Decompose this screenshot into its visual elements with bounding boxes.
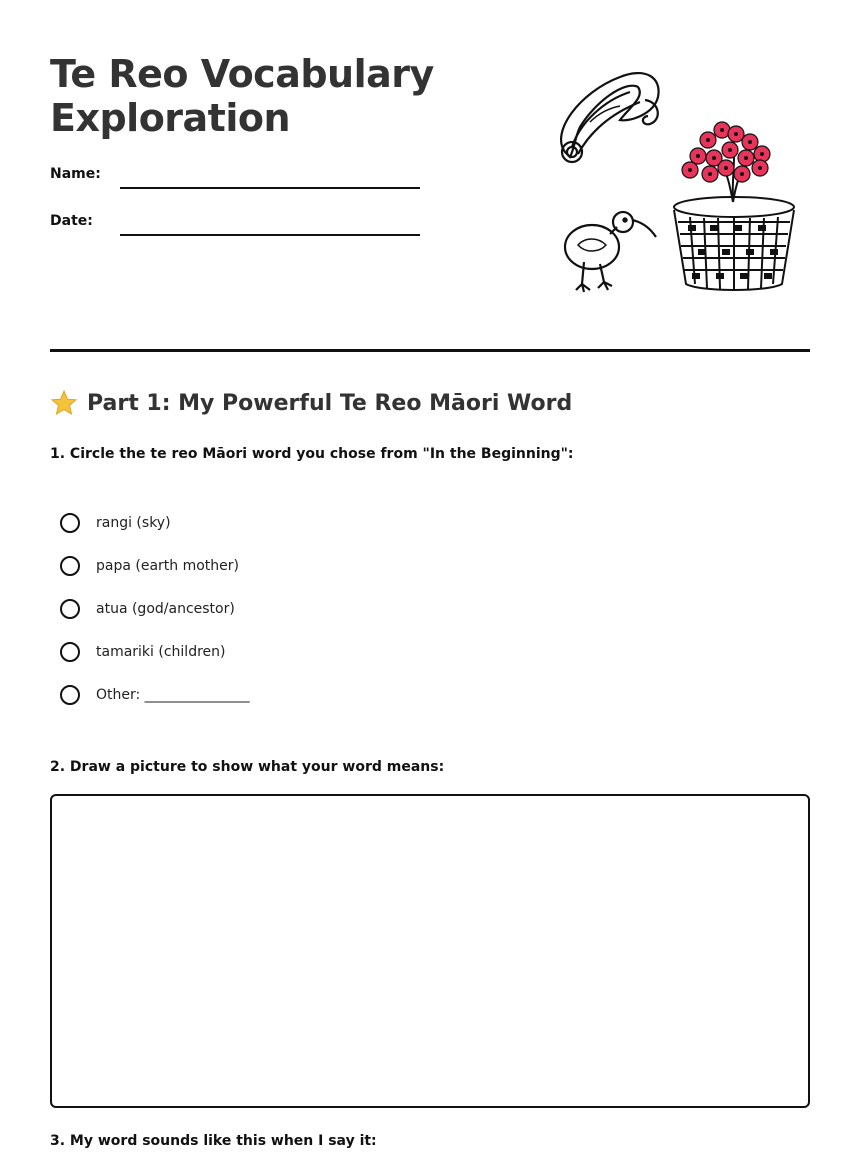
- name-label: Name:: [50, 166, 101, 182]
- option-papa[interactable]: [60, 553, 239, 579]
- option-rangi[interactable]: [60, 510, 171, 536]
- option-label: papa (earth mother): [96, 558, 240, 574]
- part1-heading: [50, 389, 572, 417]
- page-title: [50, 52, 490, 140]
- option-atua[interactable]: [60, 596, 235, 622]
- koru-carving-icon: [561, 73, 659, 162]
- kiwi-bird-icon: [565, 212, 656, 292]
- date-line[interactable]: [120, 234, 420, 236]
- star-icon: [50, 389, 78, 417]
- date-label: Date:: [50, 213, 93, 229]
- pohutukawa-basket-icon: [674, 122, 794, 290]
- question-3: 3. My word sounds like this when I say it:: [50, 1133, 377, 1149]
- name-line[interactable]: [120, 187, 420, 189]
- option-label: atua (god/ancestor): [96, 601, 235, 617]
- title-line-2: Exploration: [50, 96, 291, 140]
- title-line-1: Te Reo Vocabulary: [50, 52, 434, 96]
- radio-circle[interactable]: [60, 642, 80, 662]
- radio-circle[interactable]: [60, 599, 80, 619]
- radio-circle[interactable]: [60, 685, 80, 705]
- drawing-area[interactable]: [50, 794, 810, 1108]
- option-label: Other: _______________: [96, 687, 250, 703]
- option-label: rangi (sky): [96, 515, 171, 531]
- question-1: 1. Circle the te reo Māori word you chose from "In the Beginning":: [50, 446, 574, 462]
- option-tamariki[interactable]: [60, 639, 225, 665]
- radio-circle[interactable]: [60, 556, 80, 576]
- question-2: 2. Draw a picture to show what your word means:: [50, 759, 445, 775]
- radio-circle[interactable]: [60, 513, 80, 533]
- illustration: [550, 62, 810, 298]
- section-divider: [50, 349, 810, 352]
- option-other[interactable]: [60, 682, 250, 708]
- part1-heading-text: Part 1: My Powerful Te Reo Māori Word: [87, 390, 573, 416]
- option-label: tamariki (children): [96, 644, 226, 660]
